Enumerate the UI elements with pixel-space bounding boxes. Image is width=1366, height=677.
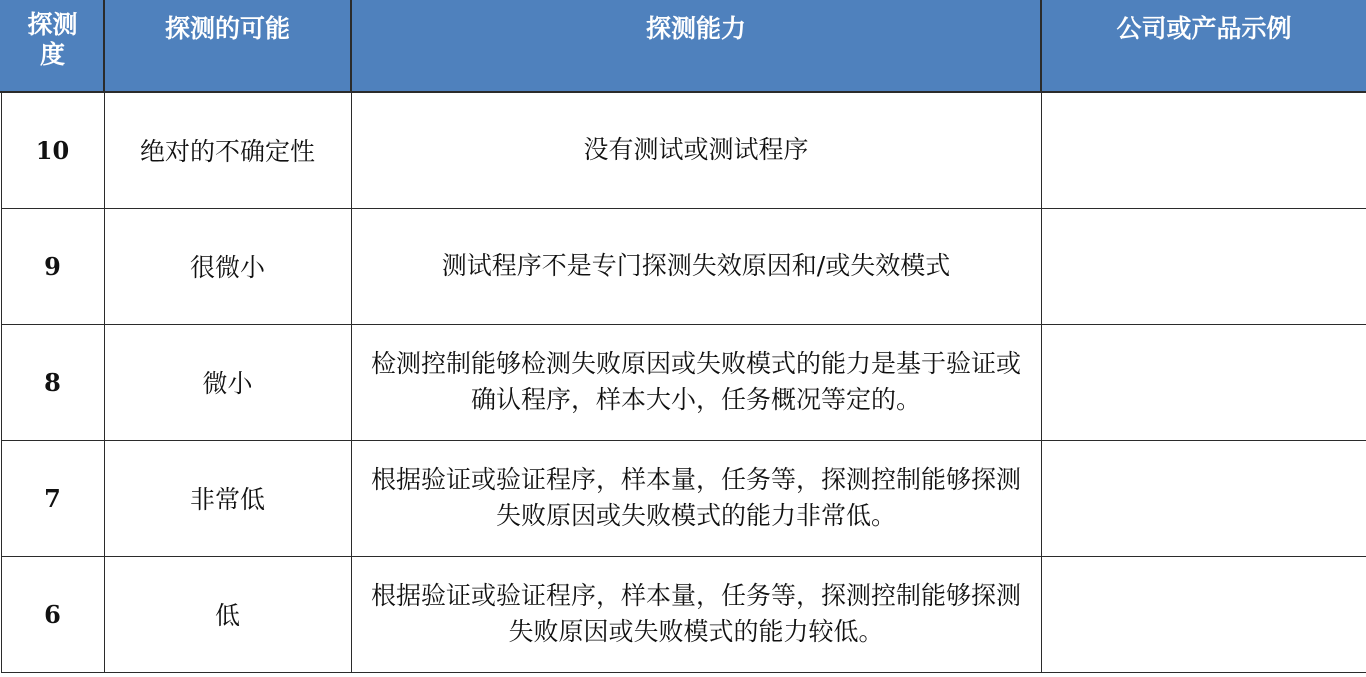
ability-text: 测试程序不是专门探测失效原因和/或失效模式 bbox=[441, 251, 951, 280]
score-cell: 8 bbox=[1, 324, 104, 440]
table-row bbox=[1, 324, 1366, 440]
likelihood-cell: 低 bbox=[104, 556, 351, 672]
example-cell bbox=[1041, 208, 1366, 324]
example-cell bbox=[1041, 324, 1366, 440]
table-row bbox=[1, 92, 1366, 208]
ability-cell bbox=[351, 556, 1041, 672]
ability-cell bbox=[351, 324, 1041, 440]
header-detection-ability bbox=[351, 1, 1041, 92]
table-row bbox=[1, 440, 1366, 556]
ability-text: 检测控制能够检测失败原因或失败模式的能力是基于验证或确认程序，样本大小，任务概况等定的。 bbox=[371, 349, 1022, 414]
header-label: 探测度 bbox=[27, 10, 78, 69]
example-cell bbox=[1041, 92, 1366, 208]
likelihood-cell: 微小 bbox=[104, 324, 351, 440]
header-detection-score bbox=[1, 1, 104, 92]
header-row bbox=[1, 1, 1366, 92]
header-label: 探测能力 bbox=[645, 14, 746, 43]
likelihood-cell: 非常低 bbox=[104, 440, 351, 556]
likelihood-cell: 很微小 bbox=[104, 208, 351, 324]
example-cell bbox=[1041, 440, 1366, 556]
example-cell bbox=[1041, 556, 1366, 672]
score-cell: 6 bbox=[1, 556, 104, 672]
header-label: 公司或产品示例 bbox=[1116, 14, 1292, 43]
ability-text: 根据验证或验证程序，样本量，任务等，探测控制能够探测失败原因或失败模式的能力较低。 bbox=[371, 581, 1022, 646]
ability-text: 根据验证或验证程序，样本量，任务等，探测控制能够探测失败原因或失败模式的能力非常低。 bbox=[371, 465, 1022, 530]
score-cell: 7 bbox=[1, 440, 104, 556]
header-detection-likelihood bbox=[104, 1, 351, 92]
table-row bbox=[1, 556, 1366, 672]
table-body bbox=[1, 92, 1366, 672]
score-cell: 10 bbox=[1, 92, 104, 208]
ability-cell bbox=[351, 92, 1041, 208]
header-example bbox=[1041, 1, 1366, 92]
ability-text: 没有测试或测试程序 bbox=[583, 135, 809, 165]
ability-cell bbox=[351, 440, 1041, 556]
table-header bbox=[1, 1, 1366, 92]
header-label: 探测的可能 bbox=[164, 14, 290, 43]
ability-cell bbox=[351, 208, 1041, 324]
score-cell: 9 bbox=[1, 208, 104, 324]
likelihood-cell: 绝对的不确定性 bbox=[104, 92, 351, 208]
table-row bbox=[1, 208, 1366, 324]
